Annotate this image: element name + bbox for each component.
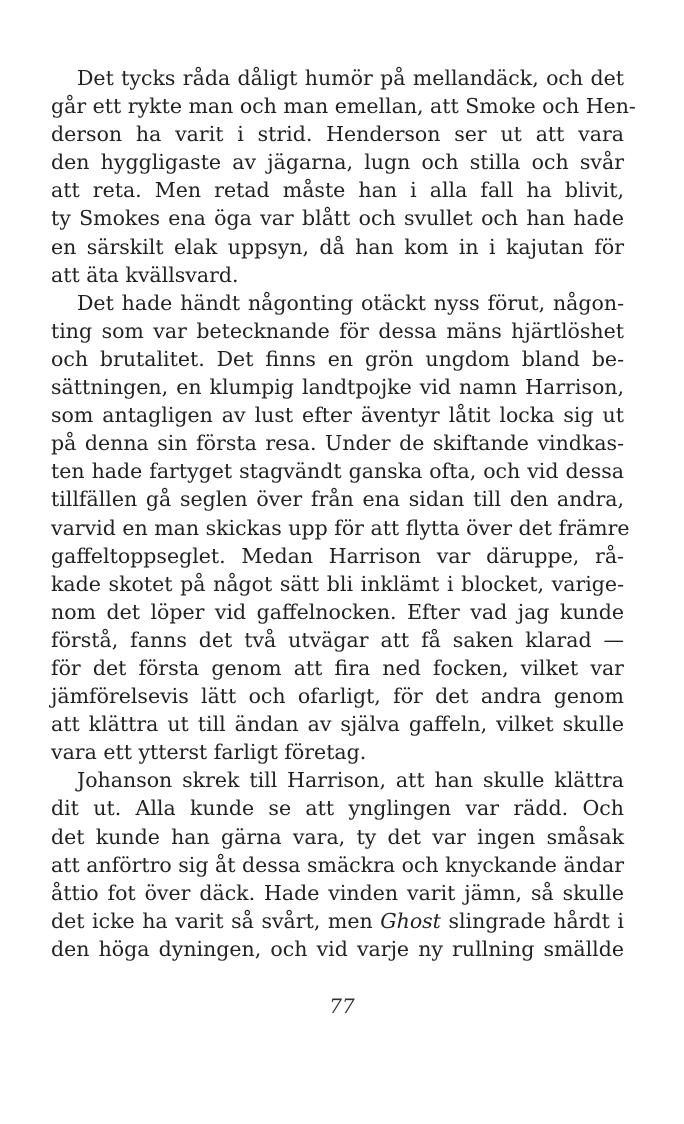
text-line: ting som var betecknande för dessa mäns hjärtlöshet xyxy=(51,318,624,343)
text-line: sättningen, en klumpig landtpojke vid namn Harrison, xyxy=(51,375,624,400)
text-line: kade skotet på något sätt bli inklämt i blocket, varige- xyxy=(51,571,624,596)
text-line: förstå, fanns det två utvägar att få saken klarad — xyxy=(51,627,624,652)
text-line: tillfällen gå seglen över från ena sidan till den andra, xyxy=(51,487,624,512)
text-line: vara ett ytterst farligt företag. xyxy=(51,740,367,765)
page-number: 77 xyxy=(329,994,355,1018)
text-line: att äta kvällsvard. xyxy=(51,262,239,287)
text-line: den hyggligaste av jägarna, lugn och stilla och svår xyxy=(51,150,624,175)
text-line: dit ut. Alla kunde se att ynglingen var rädd. Och xyxy=(51,796,624,821)
ship-name: Ghost xyxy=(380,908,441,933)
text-line: derson ha varit i strid. Henderson ser ut att vara xyxy=(51,122,624,147)
text-line: för det första genom att fira ned focken, vilket var xyxy=(51,655,624,680)
text-line: att anförtro sig åt dessa smäckra och knyckande ändar xyxy=(51,852,625,877)
text-line: det kunde han gärna vara, ty det var ingen småsak xyxy=(51,824,624,849)
text-line: nom det löper vid gaffelnocken. Efter vad jag kunde xyxy=(51,599,624,624)
text-line: gaffeltoppseglet. Medan Harrison var däruppe, rå- xyxy=(51,543,624,568)
text-line: Johanson skrek till Harrison, att han skulle klättra xyxy=(77,768,624,793)
text-line: att klättra ut till ändan av själva gaffeln, vilket skulle xyxy=(51,712,624,737)
text-line: Det tycks råda dåligt humör på mellandäck, och det xyxy=(77,66,624,90)
text-line: att reta. Men retad måste han i alla fall ha blivit, xyxy=(51,178,624,203)
text-line: ty Smokes ena öga var blått och svullet och han hade xyxy=(51,206,624,231)
text-line: ten hade fartyget stagvändt ganska ofta, och vid dessa xyxy=(51,459,624,484)
text-line: går ett rykte man och man emellan, att Smoke och Hen- xyxy=(51,94,636,119)
text-line: jämförelsevis lätt och ofarligt, för det andra genom xyxy=(51,684,624,709)
text-line: det icke ha varit så svårt, men Ghost slingrade hårdt i xyxy=(51,908,624,933)
text-line: åttio fot över däck. Hade vinden varit jämn, så skulle xyxy=(51,880,624,905)
text-line: som antagligen av lust efter äventyr låtit locka sig ut xyxy=(51,403,624,428)
text-line: och brutalitet. Det finns en grön ungdom bland be- xyxy=(51,346,624,371)
text-line: den höga dyningen, och vid varje ny rullning smällde xyxy=(51,936,624,961)
text-line: Det hade händt någonting otäckt nyss förut, någon- xyxy=(77,290,624,315)
text-line: en särskilt elak uppsyn, då han kom in i kajutan för xyxy=(51,234,624,259)
text-line: på denna sin första resa. Under de skiftande vindkas- xyxy=(51,431,624,456)
body-text xyxy=(51,64,636,963)
text-line: varvid en man skickas upp för att flytta över det främre xyxy=(51,515,630,540)
